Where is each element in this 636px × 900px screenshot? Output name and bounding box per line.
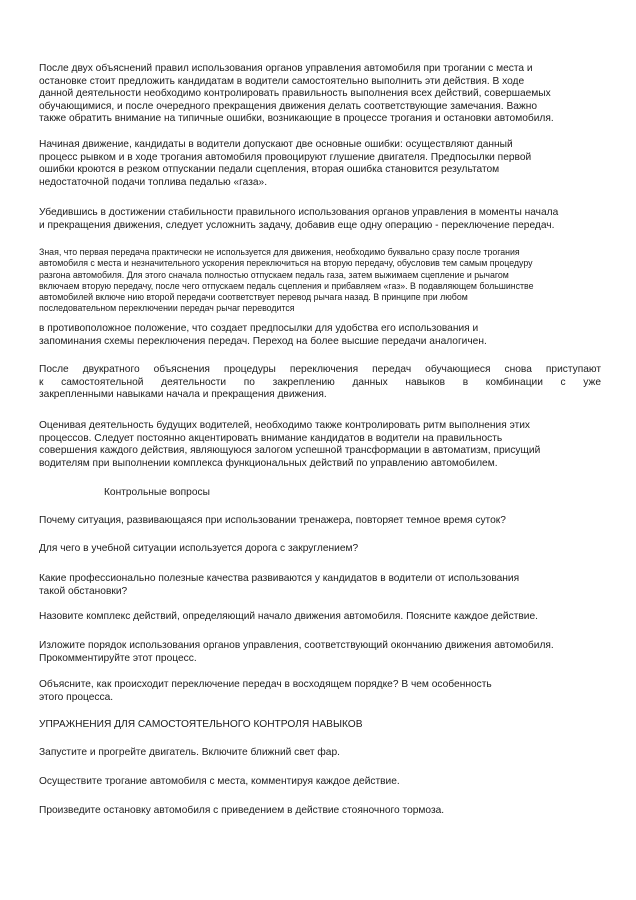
paragraph-errors [39,139,601,189]
text-line: водителям при выполнении комплекса функциональных действий по управлению автомобилем. [39,457,498,469]
question-item [39,640,601,665]
text-line: Почему ситуация, развивающаяся при использовании тренажера, повторяет темное время суток? [39,515,506,526]
heading-text: Контрольные вопросы [104,487,210,498]
question-item [39,679,601,704]
text-line: обучающимися, и после очередного прекращения движения делать соответствующие замечания. Важно [39,100,538,112]
text-line: закрепленными навыками начала и прекращения движения. [39,389,327,400]
text-line: После двукратного объяснения процедуры переключения передач обучающиеся снова приступают [39,364,601,375]
text-line: Изложите порядок использования органов управления, соответствующий окончанию движения автомобиля. [39,640,554,651]
heading-text: УПРАЖНЕНИЯ ДЛЯ САМОСТОЯТЕЛЬНОГО КОНТРОЛЯ НАВЫКОВ [39,719,363,730]
text-line: этого процесса. [39,691,114,703]
paragraph-gear-shift [39,247,601,315]
text-line: Для чего в учебной ситуации используется дорога с закруглением? [39,543,359,554]
text-line: остановке стоит предложить кандидатам в водители самостоятельно выполнить эти действия. В ходе [39,75,525,87]
text-line: процессов. Следует постоянно акцентировать внимание кандидатов в водители на правильность [39,432,503,444]
text-line: Прокомментируйте этот процесс. [39,652,197,664]
text-line: Назовите комплекс действий, определяющий начало движения автомобиля. Поясните каждое действие. [39,611,538,622]
text-line: Произведите остановку автомобиля с приведением в действие стояночного тормоза. [39,805,445,816]
text-line: автомобиля с места и незначительного ускорения переключиться на вторую передачу, обусловив тем самым процедуру [39,258,533,269]
question-item [39,543,601,556]
text-line: процесс рывком и в ходе трогания автомобиля провоцируют глушение двигателя. Предпосылки первой [39,151,532,163]
text-line: недостаточной подачи топлива педалью «газа». [39,176,268,188]
paragraph-assessment [39,420,601,470]
text-line: включаем вторую передачу, после чего отпускаем педаль сцепления и прибавляем «газ». В подавляющем большинстве [39,280,534,291]
text-line: Какие профессионально полезные качества развиваются у кандидатов в водители от использования [39,573,520,584]
text-line: Зная, что первая передача практически не используется для движения, необходимо буквально сразу после трогания [39,247,520,257]
paragraph-gear-shift-cont [39,323,601,348]
paragraph-intro [39,63,601,126]
text-line: разгона автомобиля. Для этого сначала полностью отпускаем педаль газа, затем выжимаем сцепление и рычагом [39,269,509,280]
text-line: последовательном переключении передач рычаг переводится [39,303,295,314]
text-line: Запустите и прогрейте двигатель. Включите ближний свет фар. [39,747,340,758]
text-line: Убедившись в достижении стабильности правильного использования органов управления в моменты начала [39,207,559,218]
section-heading-exercises [39,719,601,732]
text-line: Начиная движение, кандидаты в водители допускают две основные ошибки: осуществляют данный [39,139,513,150]
text-line: к самостоятельной деятельности по закреплению данных навыков в комбинации с уже [39,376,601,388]
text-line: Объясните, как происходит переключение передач в восходящем порядке? В чем особенность [39,679,492,690]
exercise-item [39,776,601,789]
text-line: ошибки кроются в резком отпускании педали сцепления, вторая ошибка становится результатом [39,164,500,175]
question-item [39,515,601,528]
question-item [39,611,601,624]
exercise-item [39,805,601,818]
exercise-item [39,747,601,760]
paragraph-practice [39,364,601,402]
text-line: Осуществите трогание автомобиля с места, комментируя каждое действие. [39,776,400,787]
question-item [39,573,601,598]
text-line: совершения каждого действия, являющуюся залогом успешной трансформации в автоматизм, присущий [39,445,541,456]
text-line: После двух объяснений правил использования органов управления автомобиля при трогании с места и [39,63,533,74]
text-line: в противоположное положение, что создает предпосылки для удобства его использования и [39,323,479,334]
text-line: Оценивая деятельность будущих водителей, необходимо также контролировать ритм выполнения этих [39,420,531,431]
text-line: данной деятельности необходимо контролировать правильность выполнения всех действий, совершаемых [39,88,551,99]
text-line: также обратить внимание на типичные ошибки, возникающие в процессе трогания и остановки автомобиля. [39,113,554,124]
text-line: такой обстановки? [39,585,128,597]
paragraph-complicate [39,207,601,232]
text-line: и прекращения движения, следует усложнить задачу, добавив еще одну операцию - переключение передач. [39,219,555,231]
text-line: автомобилей включе нию второй передачи соответствует перевод рычага назад. В принципе при любом [39,292,468,303]
text-line: запоминания схемы переключения передач. Переход на более высшие передачи аналогичен. [39,335,487,347]
section-heading-questions [104,487,636,500]
